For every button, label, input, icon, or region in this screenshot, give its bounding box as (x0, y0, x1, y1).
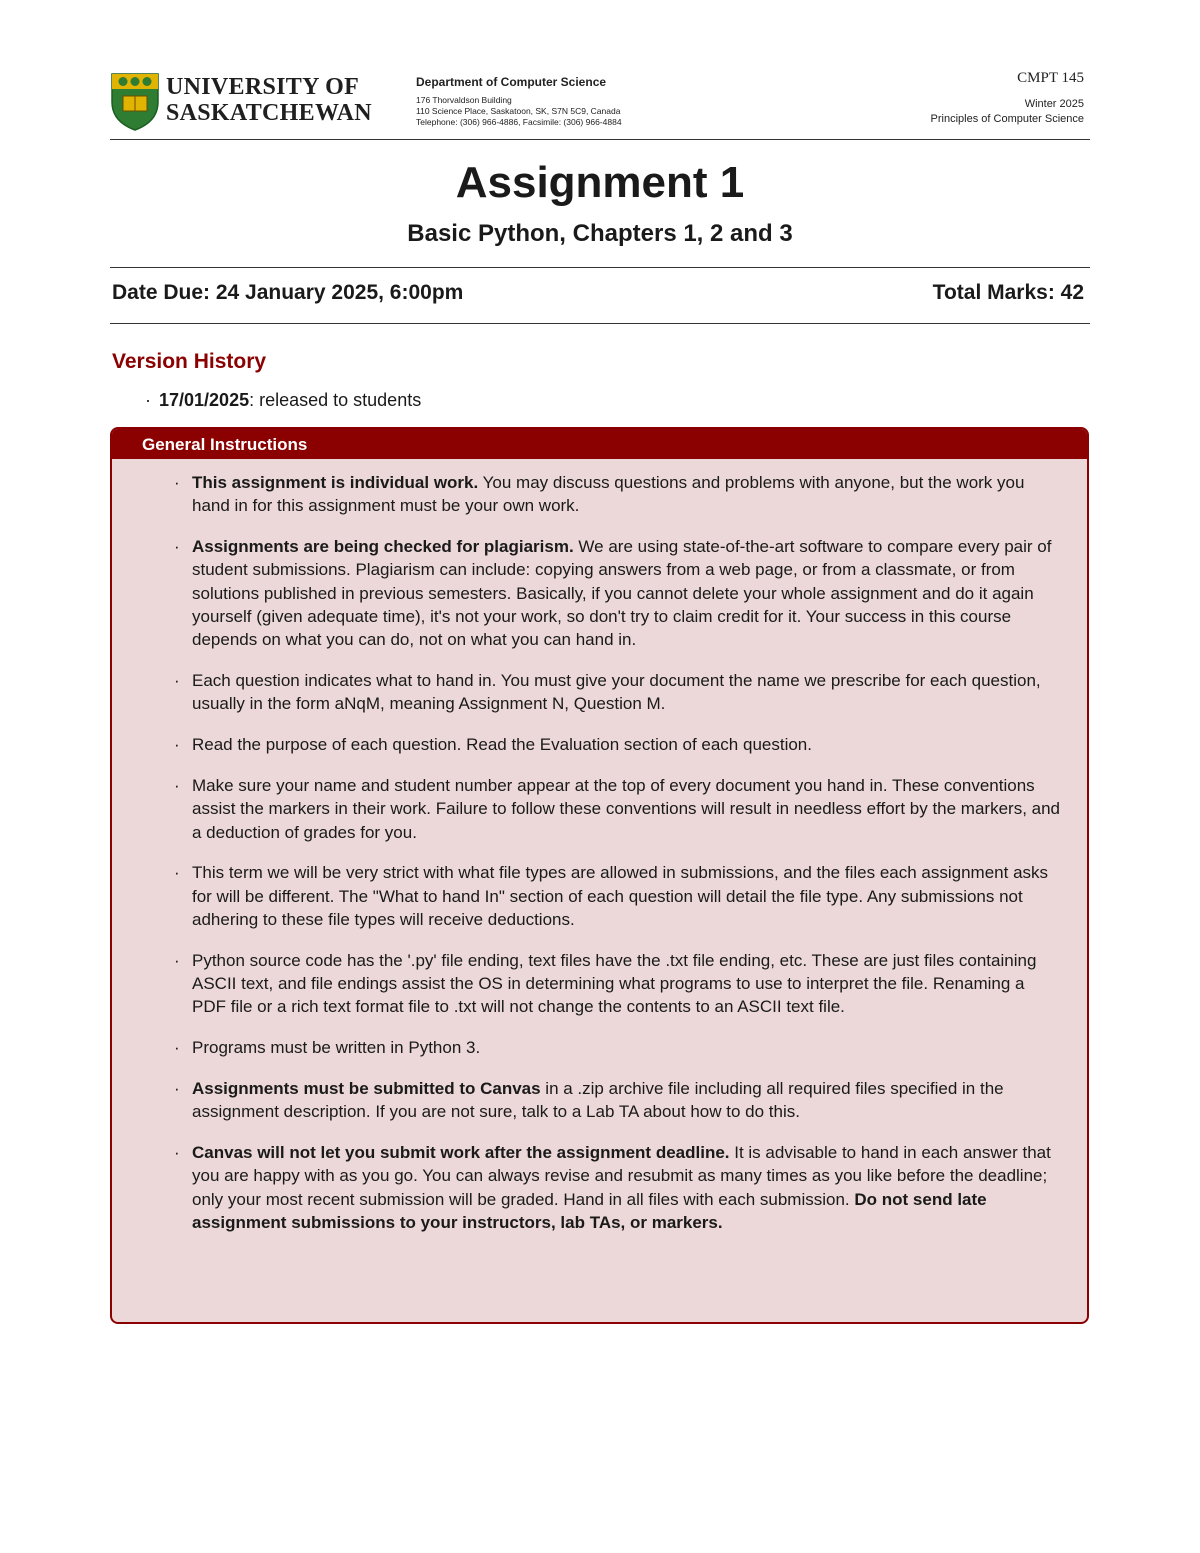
bullet-icon: · (174, 735, 180, 755)
course-term: Winter 2025 (1024, 98, 1084, 110)
due-date: Date Due: 24 January 2025, 6:00pm (112, 281, 464, 304)
address-line-2: 110 Science Place, Saskatoon, SK, S7N 5C9, Canada (416, 106, 621, 116)
bullet-icon: · (145, 390, 151, 410)
due-top-divider (110, 267, 1090, 268)
list-item: · Make sure your name and student number appear at the top of every document you hand in. These conventions assist the markers in their work. Failure to follow these conventions will result in needless effort by the markers, and a deduction of grades for you. (174, 775, 1061, 842)
bullet-icon: · (174, 775, 180, 795)
department-name: Department of Computer Science (416, 75, 607, 89)
total-marks: Total Marks: 42 (932, 281, 1084, 304)
list-item: · Assignments are being checked for plagiarism. We are using state-of-the-art software to compare every pair of student submissions. Plagiarism can include: copying answers from a web page, or from a classmate, or from solutions published in previous semesters. Basically, if you cannot delete your whole assignment and do it again yourself (given adequate time), it's not your work, so don't try to claim credit for it. Your success in this course depends on what you can do, not on what you can hand in. (174, 537, 1052, 650)
version-history-heading: Version History (112, 350, 267, 373)
bullet-icon: · (174, 1078, 180, 1098)
bullet-icon: · (174, 863, 180, 883)
page-subtitle: Basic Python, Chapters 1, 2 and 3 (407, 220, 793, 247)
general-instructions-heading: General Instructions (112, 429, 1087, 459)
bullet-icon: · (174, 1038, 180, 1058)
bullet-icon: · (174, 1143, 180, 1163)
list-item: · This term we will be very strict with what file types are allowed in submissions, and the files each assignment asks for will be different. The "What to hand In" section of each question will detail the file type. Any submissions not adhering to these file types will receive deductions. (174, 863, 1049, 929)
page-header (110, 70, 1090, 138)
university-crest-icon (110, 72, 160, 132)
wordmark-line1: UNIVERSITY OF (166, 74, 360, 100)
list-item: · Read the purpose of each question. Read the Evaluation section of each question. (174, 733, 1062, 756)
list-item: · Assignments must be submitted to Canvas in a .zip archive file including all required files specified in the assignment description. If you are not sure, talk to a Lab TA about how to do this. (174, 1078, 1004, 1122)
due-bottom-divider (110, 323, 1090, 324)
bullet-icon: · (174, 473, 180, 492)
course-name: Principles of Computer Science (930, 113, 1084, 125)
page-title: Assignment 1 (455, 158, 745, 207)
phone-line: Telephone: (306) 966-4886, Facsimile: (306) 966-4884 (416, 117, 622, 127)
list-item: · Python source code has the '.py' file ending, text files have the .txt file ending, etc. These are just files containing ASCII text, and file endings assist the OS in determining what programs to use to interpret the file. Renaming a PDF file or a rich text format file to .txt will not change the contents to an ASCII text file. (174, 950, 1037, 1017)
course-code: CMPT 145 (1017, 70, 1084, 86)
list-item: · This assignment is individual work. You may discuss questions and problems with anyone, but the work you hand in for this assignment must be your own work. (174, 473, 1025, 516)
list-item: · Each question indicates what to hand in. You must give your document the name we prescribe for each question, usually in the form aNqM, meaning Assignment N, Question M. (174, 671, 1041, 714)
instructions-list (174, 471, 1062, 1252)
general-instructions-box (110, 427, 1089, 1324)
bullet-icon: · (174, 537, 180, 557)
course-block (931, 70, 1084, 127)
address-line-1: 176 Thorvaldson Building (416, 95, 512, 105)
list-item: · Programs must be written in Python 3. (174, 1036, 1062, 1059)
bullet-icon: · (174, 950, 180, 970)
department-block (416, 76, 622, 128)
bullet-icon: · (174, 671, 180, 691)
header-divider (110, 139, 1090, 140)
version-text: : released to students (249, 390, 422, 410)
version-history-item (145, 390, 421, 411)
wordmark-line2: SASKATCHEWAN (166, 100, 372, 126)
list-item: · Canvas will not let you submit work after the assignment deadline. It is advisable to hand in each answer that you are happy with as you go. You can always revise and resubmit as many times as you like before the deadline; only your most recent submission will be graded. Hand in all files with each submission. Do not send late assignment submissions to your instructors, lab TAs, or markers. (174, 1143, 1051, 1232)
university-wordmark (166, 74, 372, 126)
version-date: 17/01/2025 (159, 390, 250, 410)
